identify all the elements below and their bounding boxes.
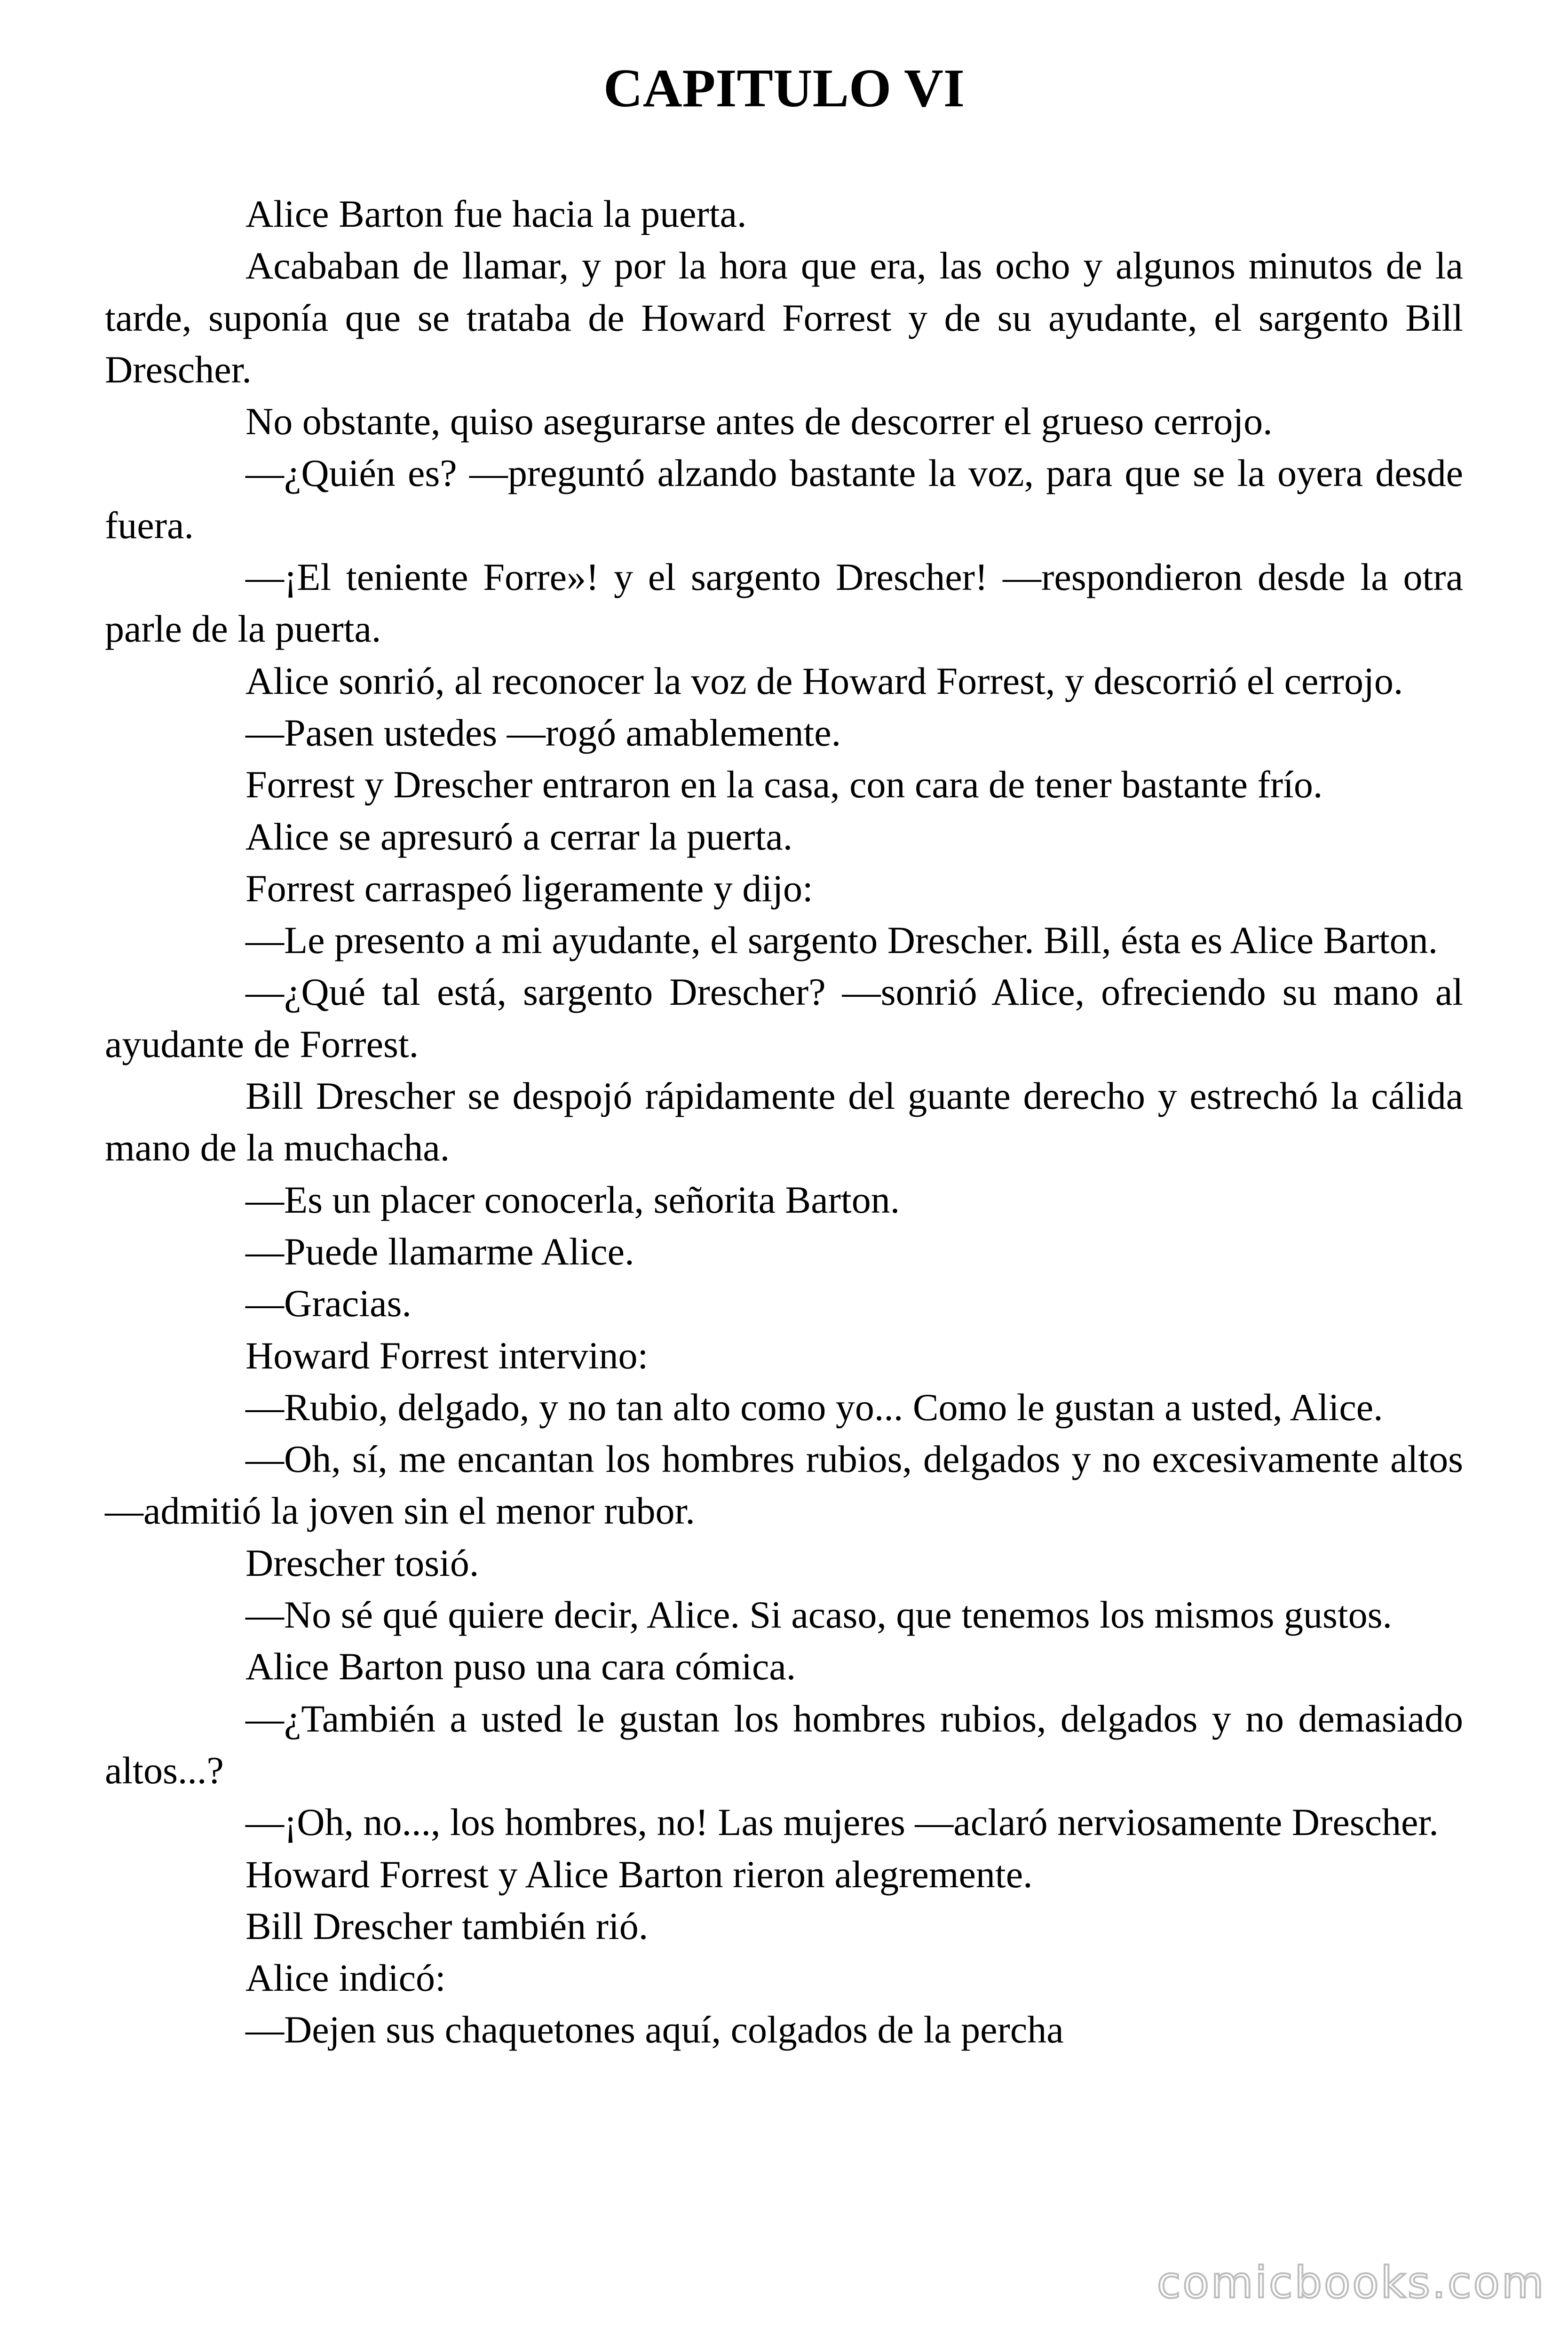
- paragraph: Alice indicó:: [245, 1956, 446, 2000]
- paragraph: —Puede llamarme Alice.: [245, 1230, 634, 1273]
- paragraph: —Pasen ustedes —rogó amablemente.: [245, 711, 841, 754]
- paragraph: —Es un placer conocerla, señorita Barton.: [245, 1178, 900, 1221]
- body-text: [105, 188, 1463, 2056]
- paragraph: —¿Quién es? —preguntó alzando bastante la voz, para que se la oyera desde fuera.: [105, 452, 1463, 547]
- paragraph: —Oh, sí, me encantan los hombres rubios, delgados y no excesivamente altos —admitió la joven sin el menor rubor.: [105, 1438, 1463, 1533]
- paragraph: No obstante, quiso asegurarse antes de descorrer el grueso cerrojo.: [245, 400, 1273, 443]
- paragraph: —No sé qué quiere decir, Alice. Si acaso, que tenemos los mismos gustos.: [245, 1593, 1393, 1637]
- paragraph: —Le presento a mi ayudante, el sargento Drescher. Bill, ésta es Alice Barton.: [245, 919, 1438, 962]
- paragraph: Alice sonrió, al reconocer la voz de Howard Forrest, y descorrió el cerrojo.: [245, 659, 1403, 702]
- paragraph: Forrest carraspeó ligeramente y dijo:: [245, 866, 813, 910]
- watermark: comicbooks.com: [1157, 2257, 1546, 2308]
- chapter-title: CAPITULO VI: [603, 58, 965, 119]
- paragraph: Howard Forrest y Alice Barton rieron alegremente.: [245, 1852, 1033, 1896]
- paragraph: Howard Forrest intervino:: [245, 1334, 649, 1377]
- paragraph: Acababan de llamar, y por la hora que era, las ocho y algunos minutos de la tarde, suponía que se trataba de Howard Forrest y de su ayudante, el sargento Bill Drescher.: [105, 244, 1463, 391]
- paragraph: Drescher tosió.: [245, 1541, 479, 1584]
- paragraph: —Gracias.: [245, 1282, 412, 1325]
- paragraph: Bill Drescher se despojó rápidamente del guante derecho y estrechó la cálida mano de la muchacha.: [105, 1074, 1463, 1169]
- paragraph: —¿También a usted le gustan los hombres rubios, delgados y no demasiado altos...?: [105, 1697, 1463, 1792]
- paragraph: Bill Drescher también rió.: [245, 1904, 649, 1947]
- paragraph: —¡Oh, no..., los hombres, no! Las mujeres —aclaró nerviosamente Drescher.: [245, 1801, 1439, 1844]
- paragraph: —¿Qué tal está, sargento Drescher? —sonrió Alice, ofreciendo su mano al ayudante de Forrest.: [105, 970, 1463, 1065]
- paragraph: —Dejen sus chaquetones aquí, colgados de la percha: [245, 2008, 1064, 2051]
- paragraph: Forrest y Drescher entraron en la casa, con cara de tener bastante frío.: [245, 763, 1323, 806]
- paragraph: Alice se apresuró a cerrar la puerta.: [245, 815, 793, 858]
- paragraph: Alice Barton puso una cara cómica.: [245, 1645, 796, 1688]
- paragraph: Alice Barton fue hacia la puerta.: [245, 192, 747, 235]
- paragraph: —¡El teniente Forre»! y el sargento Drescher! —respondieron desde la otra parle de la puerta.: [105, 556, 1463, 651]
- paragraph: —Rubio, delgado, y no tan alto como yo... Como le gustan a usted, Alice.: [245, 1385, 1383, 1429]
